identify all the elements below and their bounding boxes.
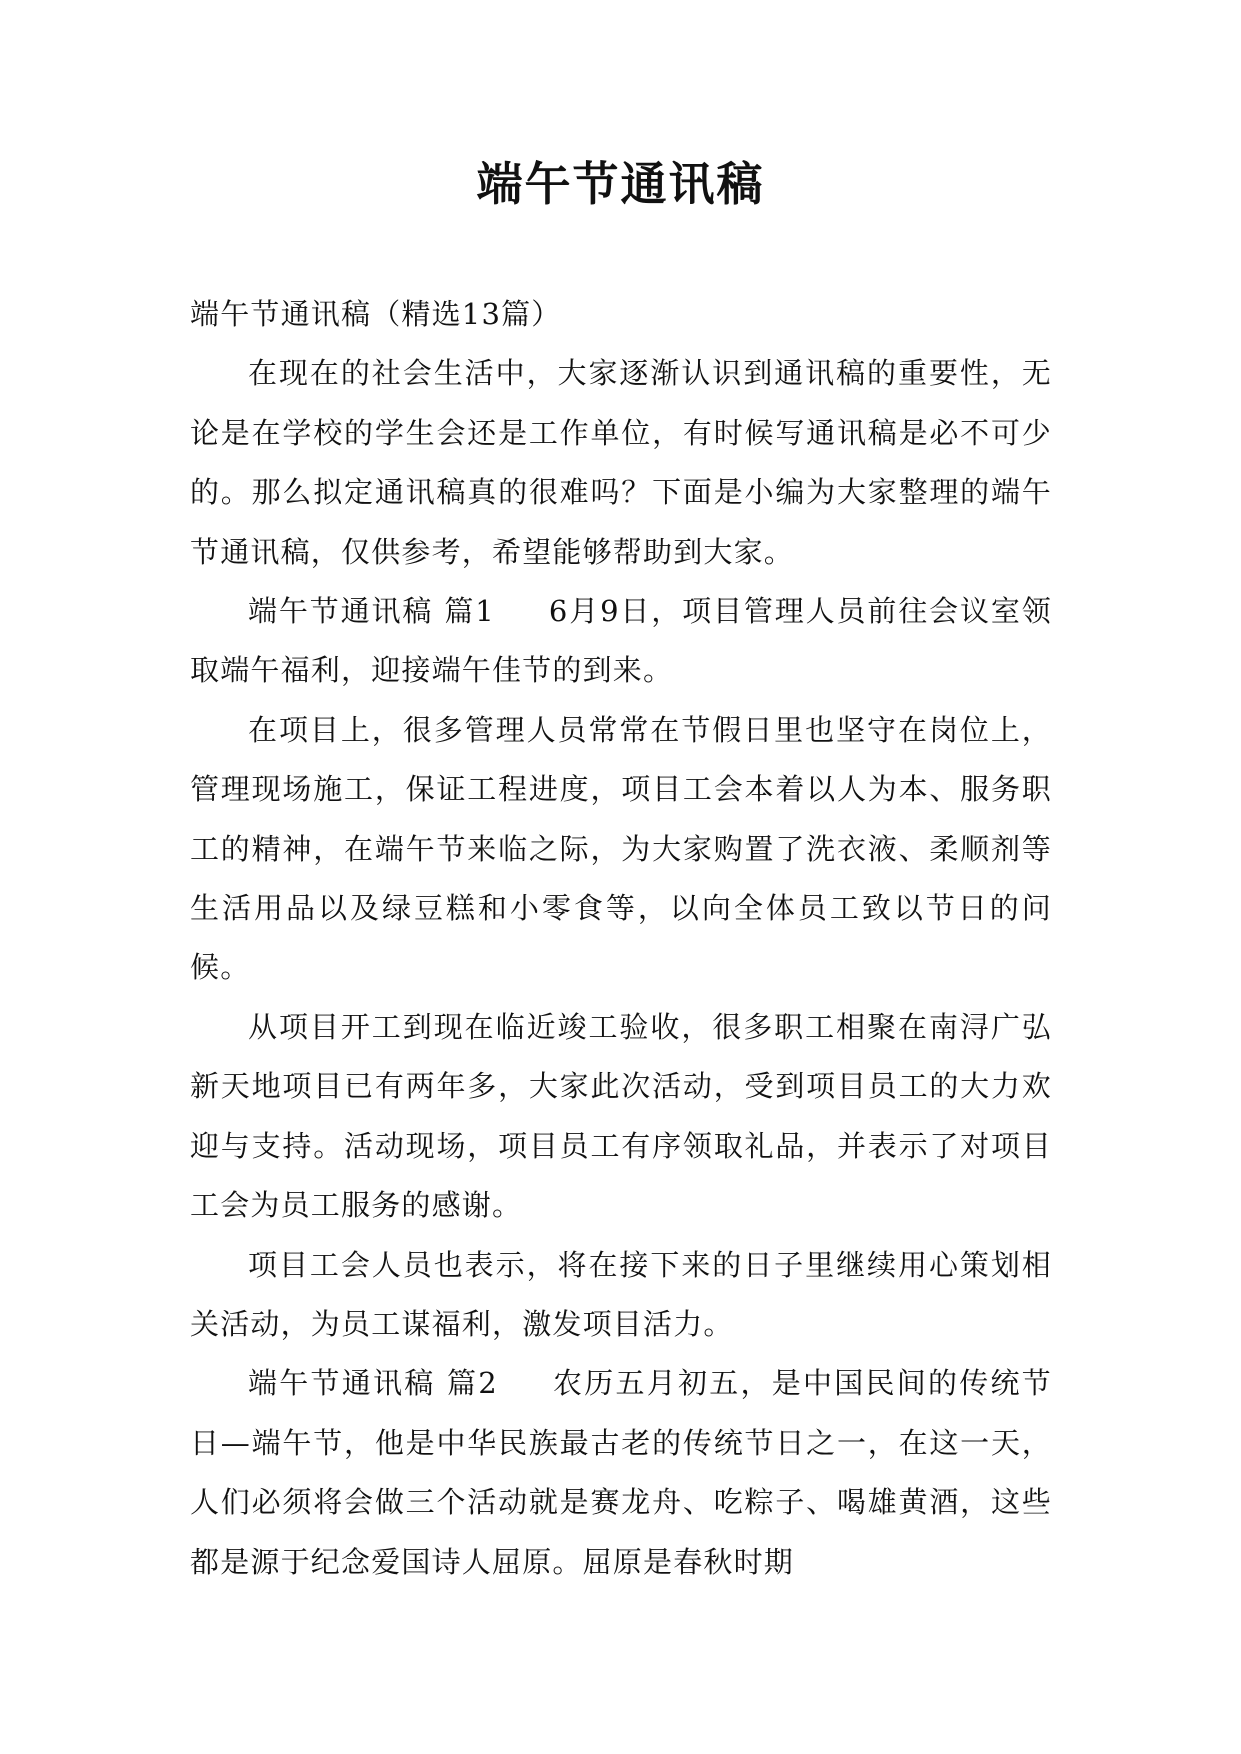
article-1-lead: 6月9日，项目管理人员前往会议室领取端午福利，迎接端午佳节的到来。: [190, 594, 1052, 688]
document-subtitle: 端午节通讯稿（精选13篇）: [190, 297, 562, 331]
article-2-heading: 端午节通讯稿 篇2: [248, 1366, 498, 1401]
article-1-paragraph: 从项目开工到现在临近竣工验收，很多职工相聚在南浔广弘新天地项目已有两年多，大家此次活动，受到项目员工的大力欢迎与支持。活动现场，项目员工有序领取礼品，并表示了对项目工会为员工服务的感谢。: [190, 1009, 1052, 1223]
article-2-lead: 农历五月初五，是中国民间的传统节日—端午节，他是中华民族最古老的传统节日之一，在这一天，人们必须将会做三个活动就是赛龙舟、吃粽子、喝雄黄酒，这些都是源于纪念爱国诗人屈原。屈原是春秋时期: [190, 1366, 1052, 1579]
article-1-paragraph: 项目工会人员也表示，将在接下来的日子里继续用心策划相关活动，为员工谋福利，激发项目活力。: [190, 1247, 1052, 1341]
document-title: 端午节通讯稿: [476, 157, 765, 211]
document-body: [190, 285, 1052, 1592]
article-2-lead-paragraph: [190, 1354, 1052, 1592]
article-1-lead-paragraph: [190, 582, 1052, 701]
article-1-heading: 端午节通讯稿 篇1: [248, 594, 495, 629]
intro-paragraph: 在现在的社会生活中，大家逐渐认识到通讯稿的重要性，无论是在学校的学生会还是工作单位，有时候写通讯稿是必不可少的。那么拟定通讯稿真的很难吗？下面是小编为大家整理的端午节通讯稿，仅供参考，希望能够帮助到大家。: [190, 356, 1052, 569]
article-1-paragraph: 在项目上，很多管理人员常常在节假日里也坚守在岗位上，管理现场施工，保证工程进度，项目工会本着以人为本、服务职工的精神，在端午节来临之际，为大家购置了洗衣液、柔顺剂等生活用品以及绿豆糕和小零食等，以向全体员工致以节日的问候。: [190, 712, 1052, 985]
